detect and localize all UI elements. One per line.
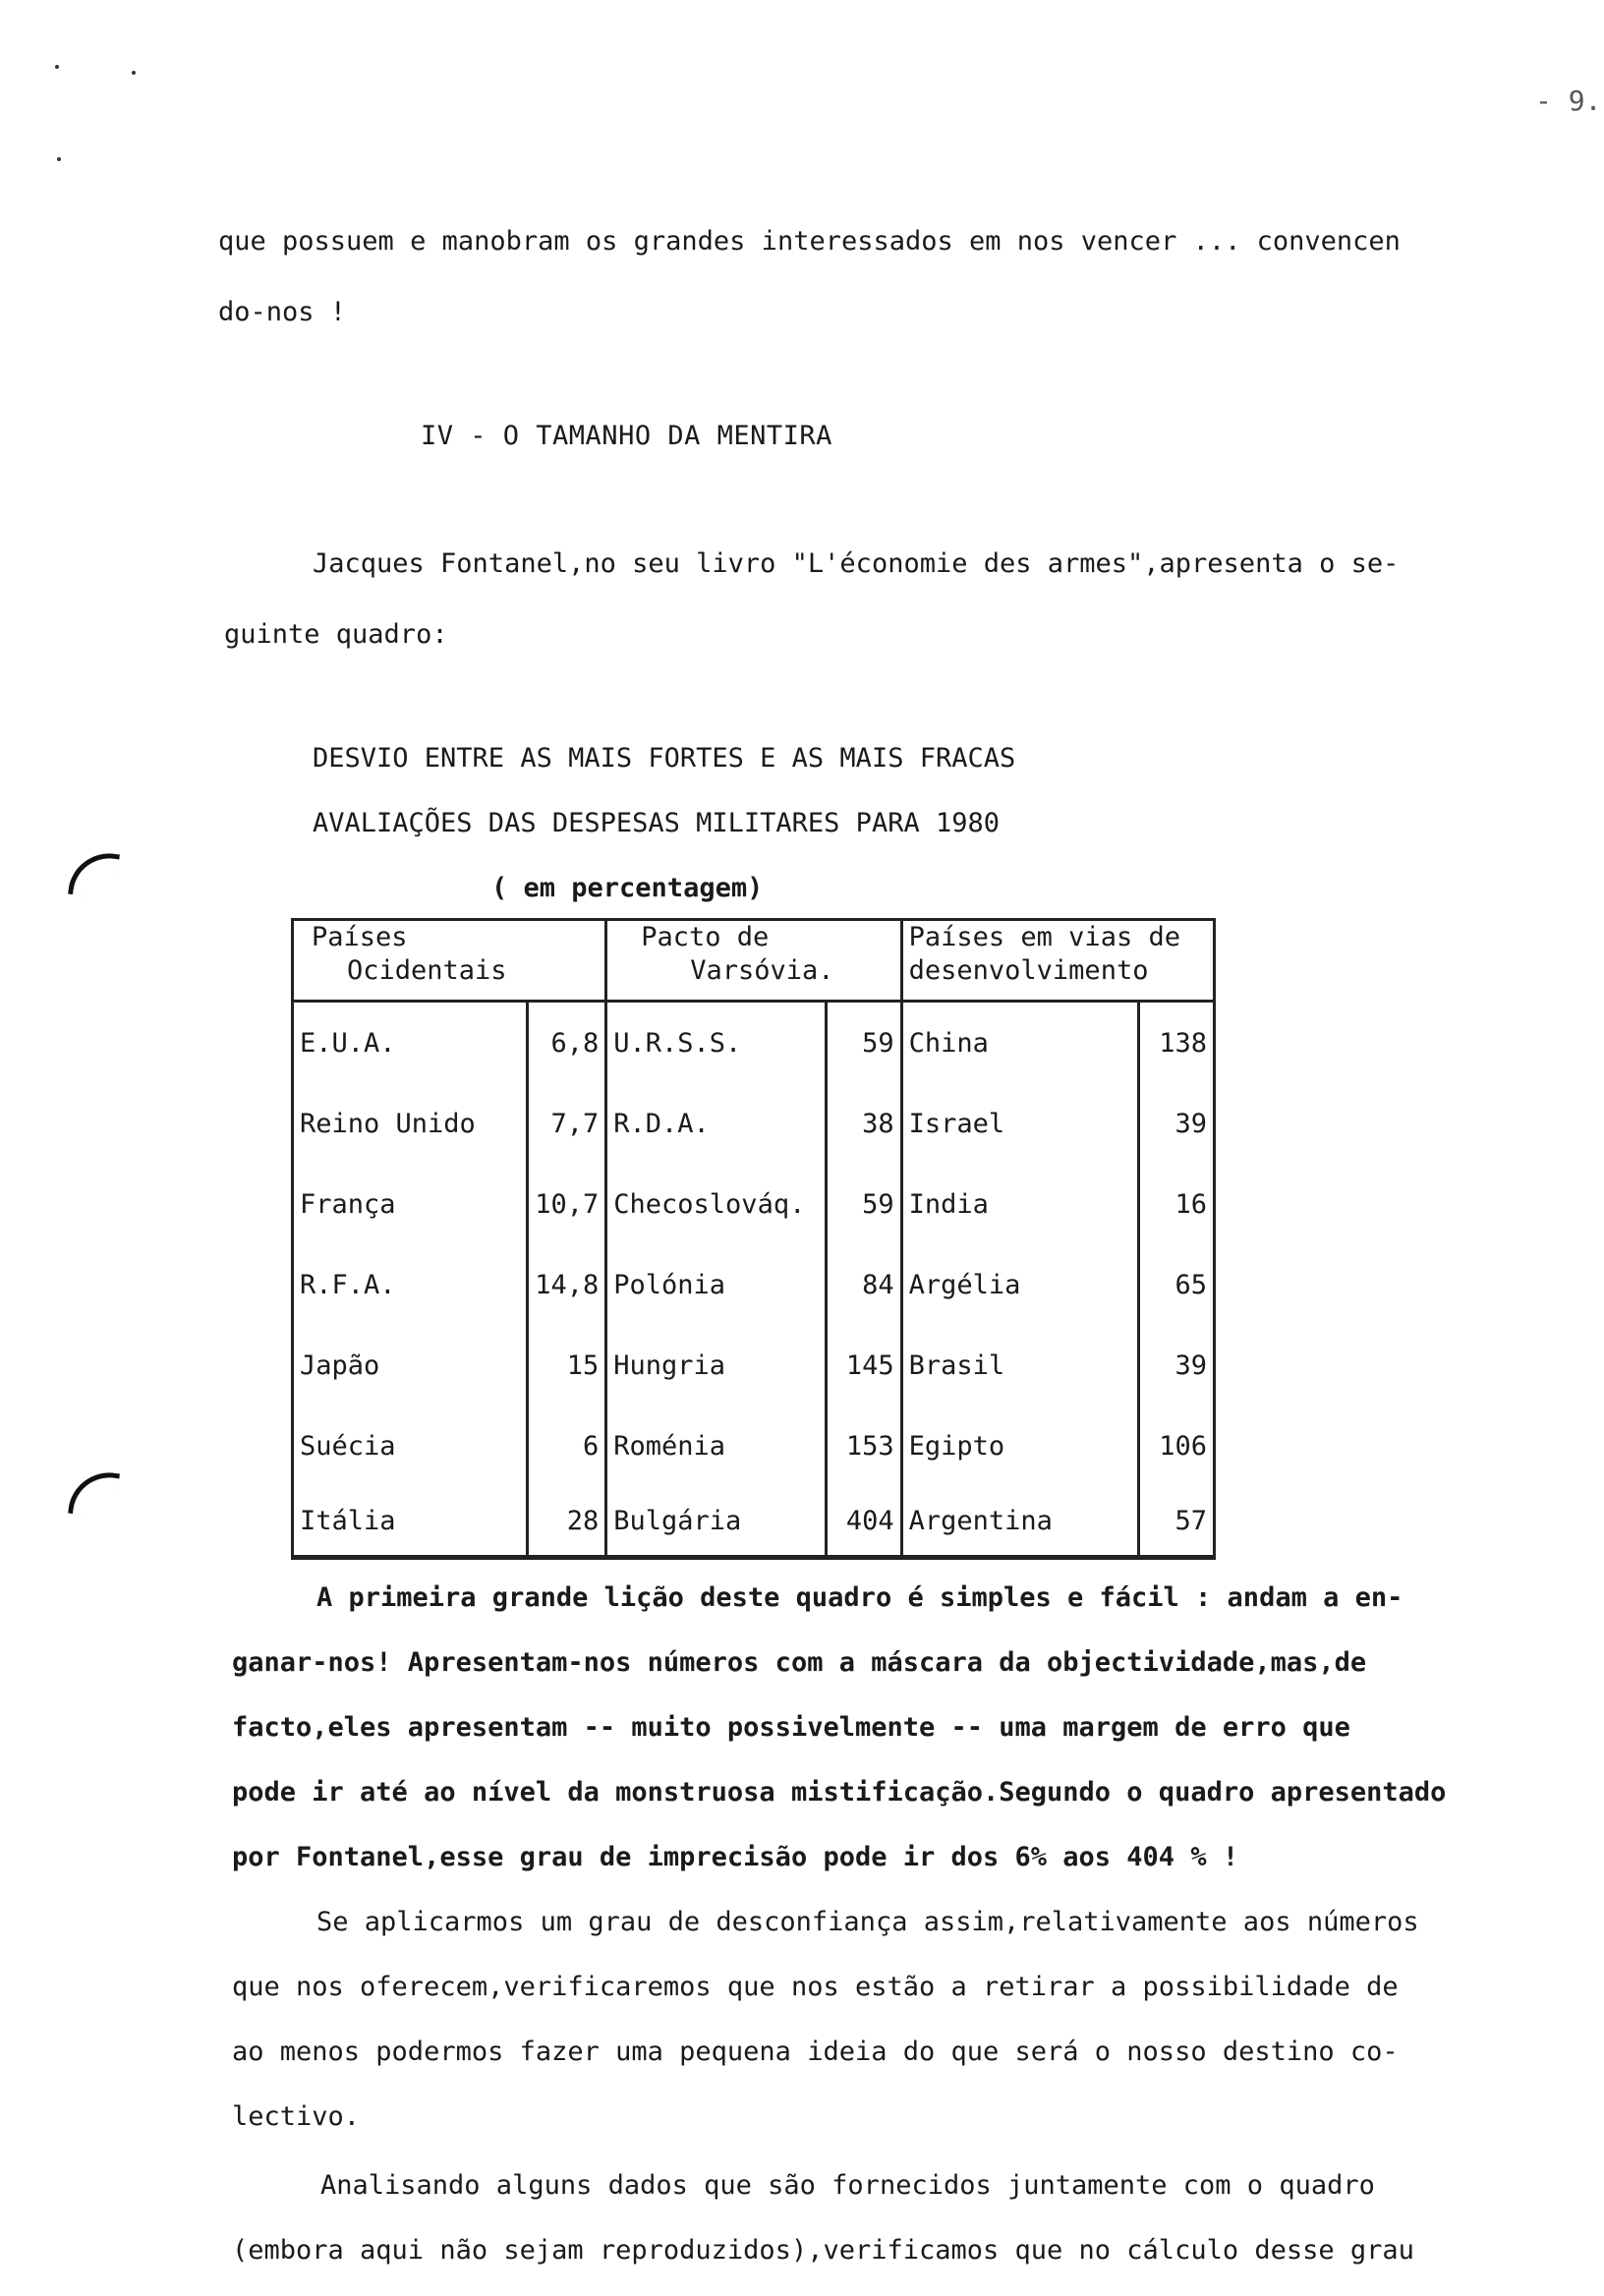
- margin-mark: [132, 71, 136, 75]
- margin-mark: [55, 65, 59, 69]
- value-cell: 7,7: [528, 1083, 606, 1164]
- section-heading: IV - O TAMANHO DA MENTIRA: [421, 421, 832, 451]
- country-cell: Brasil: [901, 1325, 1139, 1406]
- header-warsaw-pact: [606, 920, 901, 1002]
- table-row: [293, 1164, 1215, 1244]
- value-cell: 84: [827, 1244, 901, 1325]
- country-cell: Itália: [293, 1486, 528, 1558]
- table-row: [293, 1002, 1215, 1084]
- text-line: Analisando alguns dados que são fornecidos juntamente com o quadro: [320, 2170, 1375, 2201]
- military-spending-table: [291, 918, 1216, 1560]
- text-line: A primeira grande lição deste quadro é simples e fácil : andam a en-: [316, 1582, 1404, 1613]
- text-line: guinte quadro:: [224, 619, 448, 650]
- header-line: Pacto de: [641, 922, 770, 952]
- text-line: lectivo.: [232, 2101, 361, 2132]
- country-cell: Argélia: [901, 1244, 1139, 1325]
- table-subtitle: ( em percentagem): [491, 873, 764, 903]
- value-cell: 6: [528, 1406, 606, 1486]
- value-cell: 38: [827, 1083, 901, 1164]
- country-cell: China: [901, 1002, 1139, 1084]
- table-row: [293, 1325, 1215, 1406]
- value-cell: 404: [827, 1486, 901, 1558]
- value-cell: 153: [827, 1406, 901, 1486]
- table-row: [293, 1486, 1215, 1558]
- country-cell: E.U.A.: [293, 1002, 528, 1084]
- country-cell: Suécia: [293, 1406, 528, 1486]
- country-cell: R.F.A.: [293, 1244, 528, 1325]
- header-developing-countries: [901, 920, 1214, 1002]
- country-cell: R.D.A.: [606, 1083, 827, 1164]
- country-cell: India: [901, 1164, 1139, 1244]
- value-cell: 39: [1139, 1083, 1215, 1164]
- text-line: ao menos podermos fazer uma pequena ideia do que será o nosso destino co-: [232, 2037, 1399, 2067]
- value-cell: 28: [528, 1486, 606, 1558]
- country-cell: Israel: [901, 1083, 1139, 1164]
- header-line: Países em vias de: [908, 922, 1180, 952]
- country-cell: U.R.S.S.: [606, 1002, 827, 1084]
- text-line: que possuem e manobram os grandes interessados em nos vencer ... convencen: [218, 226, 1401, 257]
- value-cell: 145: [827, 1325, 901, 1406]
- value-cell: 15: [528, 1325, 606, 1406]
- header-line: Países: [312, 922, 408, 952]
- margin-mark: [57, 157, 61, 161]
- header-line: Varsóvia.: [690, 955, 834, 986]
- table-header-row: [293, 920, 1215, 1002]
- value-cell: 57: [1139, 1486, 1215, 1558]
- value-cell: 65: [1139, 1244, 1215, 1325]
- value-cell: 138: [1139, 1002, 1215, 1084]
- page-number: - 9.: [1535, 85, 1602, 117]
- text-line: ganar-nos! Apresentam-nos números com a máscara da objectividade,mas,de: [232, 1647, 1367, 1678]
- country-cell: Roménia: [606, 1406, 827, 1486]
- value-cell: 59: [827, 1164, 901, 1244]
- table-row: [293, 1406, 1215, 1486]
- country-cell: Egipto: [901, 1406, 1139, 1486]
- country-cell: Polónia: [606, 1244, 827, 1325]
- value-cell: 6,8: [528, 1002, 606, 1084]
- table-title-line: DESVIO ENTRE AS MAIS FORTES E AS MAIS FRACAS: [313, 743, 1016, 774]
- punch-hole-mark: [68, 848, 120, 900]
- text-line: (embora aqui não sejam reproduzidos),verificamos que no cálculo desse grau: [232, 2235, 1414, 2266]
- text-line: do-nos !: [218, 297, 347, 327]
- country-cell: Bulgária: [606, 1486, 827, 1558]
- header-line: desenvolvimento: [908, 955, 1149, 986]
- country-cell: Checoslováq.: [606, 1164, 827, 1244]
- value-cell: 16: [1139, 1164, 1215, 1244]
- text-line: facto,eles apresentam -- muito possivelmente -- uma margem de erro que: [232, 1712, 1350, 1743]
- value-cell: 106: [1139, 1406, 1215, 1486]
- punch-hole-mark: [68, 1467, 120, 1520]
- text-line: que nos oferecem,verificaremos que nos estão a retirar a possibilidade de: [232, 1972, 1399, 2002]
- value-cell: 14,8: [528, 1244, 606, 1325]
- text-line: Jacques Fontanel,no seu livro "L'économie des armes",apresenta o se-: [313, 548, 1400, 579]
- country-cell: Argentina: [901, 1486, 1139, 1558]
- table-title-line: AVALIAÇÕES DAS DESPESAS MILITARES PARA 1980: [313, 808, 1000, 838]
- value-cell: 39: [1139, 1325, 1215, 1406]
- country-cell: França: [293, 1164, 528, 1244]
- country-cell: Hungria: [606, 1325, 827, 1406]
- text-line: pode ir até ao nível da monstruosa mistificação.Segundo o quadro apresentado: [232, 1777, 1447, 1808]
- text-line: por Fontanel,esse grau de imprecisão pode ir dos 6% aos 404 % !: [232, 1842, 1239, 1872]
- table-row: [293, 1083, 1215, 1164]
- table-row: [293, 1244, 1215, 1325]
- text-line: Se aplicarmos um grau de desconfiança assim,relativamente aos números: [316, 1907, 1419, 1937]
- country-cell: Reino Unido: [293, 1083, 528, 1164]
- value-cell: 10,7: [528, 1164, 606, 1244]
- country-cell: Japão: [293, 1325, 528, 1406]
- header-western-countries: [293, 920, 606, 1002]
- value-cell: 59: [827, 1002, 901, 1084]
- header-line: Ocidentais: [347, 955, 507, 986]
